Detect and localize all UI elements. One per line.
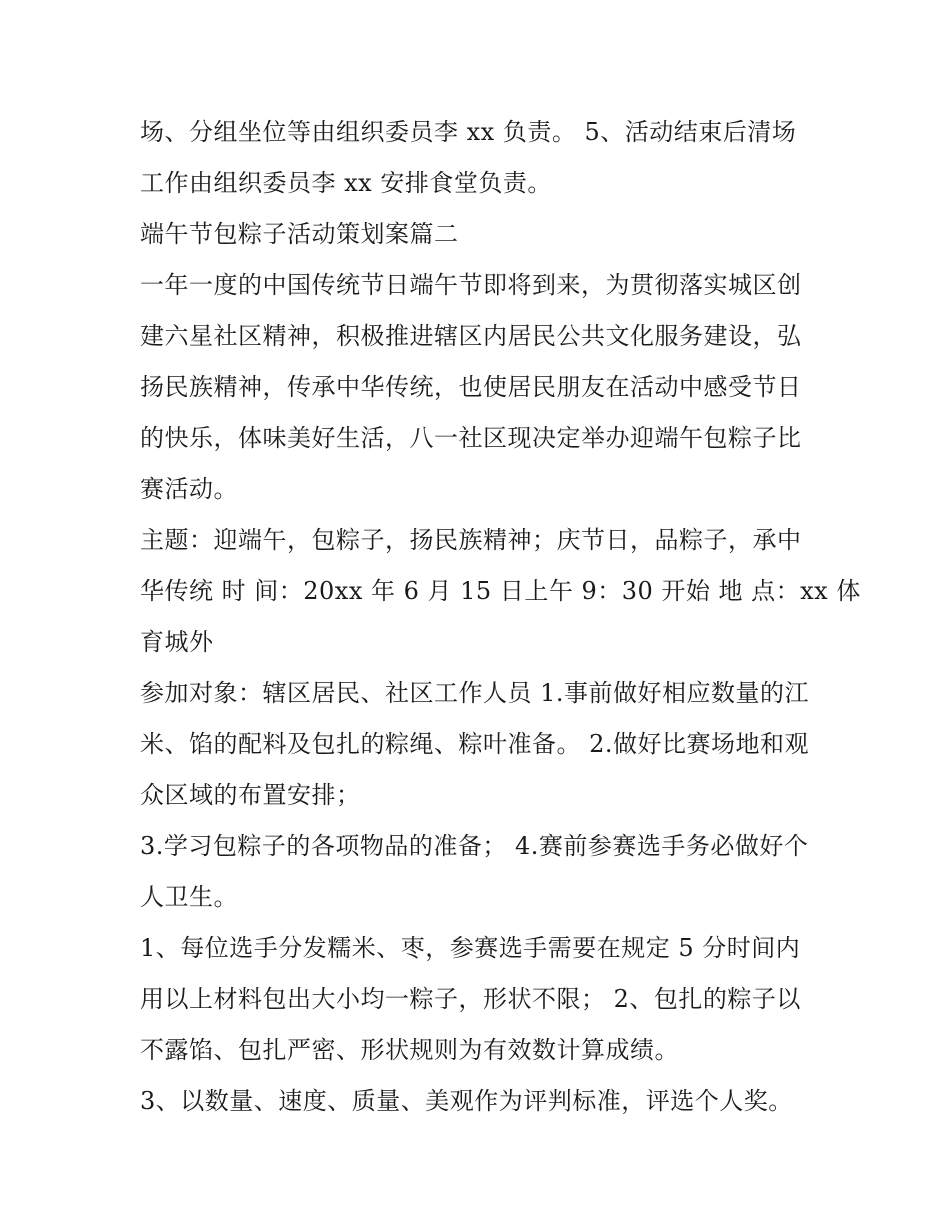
text-line: 育城外 [140,628,214,656]
text-line: 3、以数量、速度、质量、美观作为评判标准，评选个人奖。 [140,1087,793,1115]
section-heading: 端午节包粽子活动策划案篇二 [140,220,459,248]
text-line: 人卫生。 [140,883,238,911]
text-line: 1、每位选手分发糯米、枣，参赛选手需要在规定 5 分时间内 [140,934,801,962]
text-line: 的快乐，体味美好生活，八一社区现决定举办迎端午包粽子比 [140,424,802,452]
text-line: 主题：迎端午，包粽子，扬民族精神；庆节日，品粽子，承中 [140,526,802,554]
text-line: 华传统 时 间：20xx 年 6 月 15 日上午 9：30 开始 地 点：xx 体 [140,577,861,605]
text-line: 用以上材料包出大小均一粽子，形状不限； 2、包扎的粽子以 [140,985,801,1013]
text-line: 一年一度的中国传统节日端午节即将到来，为贯彻落实城区创 [140,271,802,299]
text-line: 赛活动。 [140,475,238,503]
text-line: 建六星社区精神，积极推进辖区内居民公共文化服务建设，弘 [140,322,802,350]
text-line: 米、馅的配料及包扎的粽绳、粽叶准备。 2.做好比赛场地和观 [140,730,810,758]
text-line: 参加对象：辖区居民、社区工作人员 1.事前做好相应数量的江 [140,679,810,707]
text-line: 场、分组坐位等由组织委员李 xx 负责。 5、活动结束后清场 [140,118,797,146]
text-line: 众区域的布置安排； [140,781,361,809]
text-line: 3.学习包粽子的各项物品的准备； 4.赛前参赛选手务必做好个 [140,832,809,860]
document-body [140,107,861,1127]
text-line: 扬民族精神，传承中华传统，也使居民朋友在活动中感受节日 [140,373,802,401]
text-line: 不露馅、包扎严密、形状规则为有效数计算成绩。 [140,1036,679,1064]
text-line: 工作由组织委员李 xx 安排食堂负责。 [140,169,552,197]
